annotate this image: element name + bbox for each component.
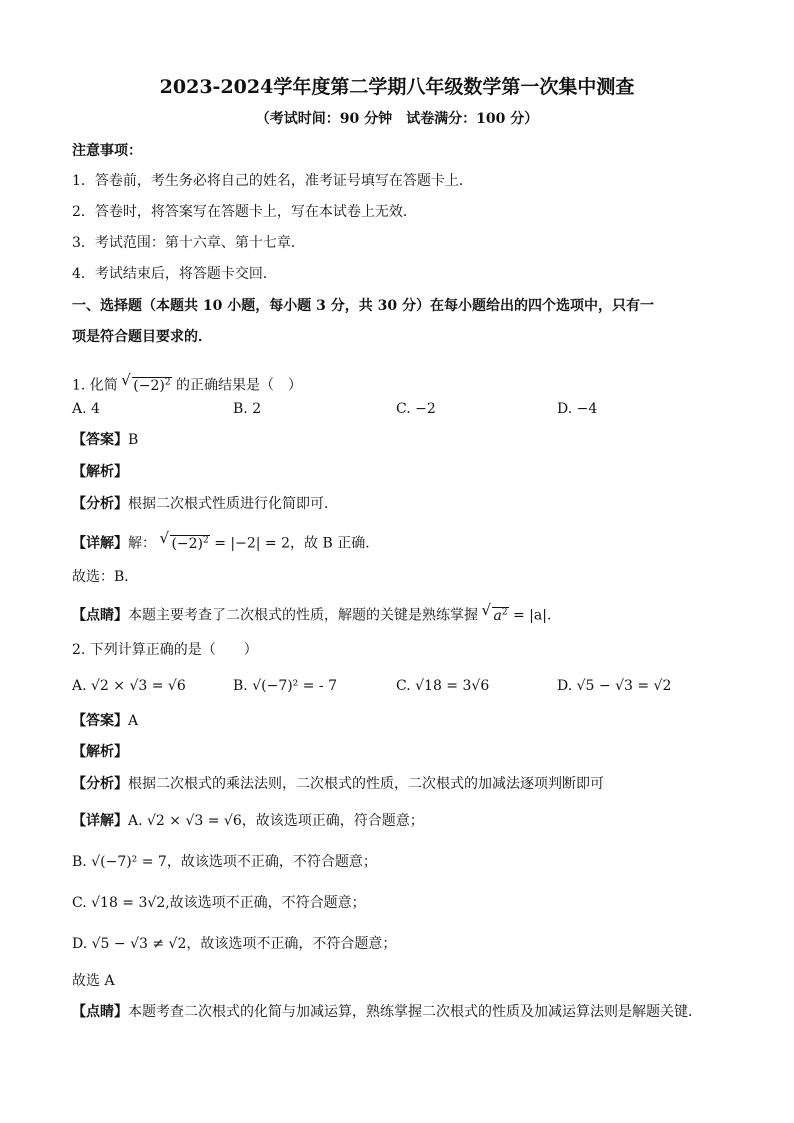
q2-option-b-formula: √(−7)² = - 7 xyxy=(252,678,338,694)
q2-answer: A xyxy=(128,713,139,729)
q2-option-c-label: C. xyxy=(396,678,411,694)
q1-detail-line xyxy=(72,530,379,554)
question-2-stem: 2. 下列计算正确的是（ ） xyxy=(72,642,258,658)
xiangjie-tag: 【详解】 xyxy=(72,535,128,552)
section-heading-line1: 一、选择题（本题共 10 小题，每小题 3 分，共 30 分）在每小题给出的四个选项中，只有一 xyxy=(72,298,654,314)
section-heading-line2: 项是符合题目要求的． xyxy=(72,329,212,345)
q1-formula-var: a xyxy=(493,607,502,624)
q2-option-b-label: B. xyxy=(233,678,248,694)
q1-radicand: (−2) xyxy=(133,377,165,394)
q1-option-d: D. −4 xyxy=(557,401,598,417)
q2-detail-d-label: D. xyxy=(72,936,92,952)
q2-fenxi-line xyxy=(72,774,604,794)
dianjing-tag: 【点睛】 xyxy=(72,607,128,624)
q1-answer: B xyxy=(128,432,139,448)
q2-detail-c xyxy=(72,893,366,913)
q2-option-d-label: D. xyxy=(557,678,573,694)
q1-answer-line xyxy=(72,430,138,450)
exam-info: （考试时间：90 分钟 试卷满分：100 分） xyxy=(255,111,539,127)
q2-fenxi: 根据二次根式的乘法法则，二次根式的性质，二次根式的加减法逐项判断即可 xyxy=(128,776,604,792)
note-item: 1．答卷前，考生务必将自己的姓名，准考证号填写在答题卡上． xyxy=(72,173,473,189)
notes-heading: 注意事项： xyxy=(72,143,142,159)
sqrt-expression xyxy=(122,372,171,396)
q1-dianjing: 本题主要考查了二次根式的性质，解题的关键是熟练掌握 xyxy=(128,607,478,624)
sqrt-expression xyxy=(160,530,209,554)
q2-detail-a-text: ，故该选项正确，符合题意； xyxy=(241,813,424,829)
answer-tag: 【答案】 xyxy=(72,713,128,729)
q2-detail-d-text: ，故该选项不正确，不符合题意； xyxy=(186,936,397,952)
dianjing-tag: 【点睛】 xyxy=(72,1004,128,1020)
q2-detail-b-label: B. xyxy=(72,854,92,870)
sqrt-expression: √ $a^2$ xyxy=(482,602,508,626)
q2-detail-b-formula: √(−7)² = 7 xyxy=(91,854,167,870)
q1-dianjing-line xyxy=(72,602,561,626)
q1-option-b: B. 2 xyxy=(233,401,262,417)
q2-option-d xyxy=(557,676,671,696)
q1-dianjing-end: ． xyxy=(546,607,561,624)
q2-detail-d xyxy=(72,934,396,954)
q1-option-c: C. −2 xyxy=(396,401,436,417)
q1-detail-suffix: ，故 B 正确． xyxy=(290,535,380,552)
q1-exponent: 2 xyxy=(203,535,209,545)
note-item: 2．答卷时，将答案写在答题卡上，写在本试卷上无效． xyxy=(72,204,417,220)
q1-choose: 故选：B． xyxy=(72,569,139,585)
page-title: 2023-2024学年度第二学期八年级数学第一次集中测查 xyxy=(159,76,635,98)
q2-detail-b-text: ，故该选项不正确，不符合题意； xyxy=(166,854,377,870)
fenxi-tag: 【分析】 xyxy=(72,496,128,512)
fenxi-tag: 【分析】 xyxy=(72,776,128,792)
q1-exponent: 2 xyxy=(164,377,171,387)
q1-prefix: 1. 化简 xyxy=(72,377,118,394)
q2-option-c xyxy=(396,676,489,696)
q1-detail-prefix: 解： xyxy=(128,535,156,552)
note-item: 3．考试范围：第十六章、第十七章． xyxy=(72,235,305,251)
xiangjie-tag: 【详解】 xyxy=(72,813,128,829)
q1-suffix: 的正确结果是（ ） xyxy=(176,377,303,394)
q2-detail-d-formula: √5 − √3 ≠ √2 xyxy=(91,936,187,952)
q2-detail-b xyxy=(72,852,377,872)
q2-answer-line xyxy=(72,711,138,731)
q2-option-a xyxy=(72,676,186,696)
q2-option-b xyxy=(233,676,337,696)
q2-dianjing: 本题考查二次根式的化简与加减运算，熟练掌握二次根式的性质及加减运算法则是解题关键． xyxy=(128,1004,702,1020)
q2-detail-c-label: C. xyxy=(72,895,92,911)
q1-detail-formula: = |−2| = 2 xyxy=(209,535,290,552)
q2-dianjing-line xyxy=(72,1002,702,1022)
q1-option-a: A. 4 xyxy=(72,401,100,417)
q2-option-c-formula: √18 = 3√6 xyxy=(415,678,490,694)
answer-tag: 【答案】 xyxy=(72,432,128,448)
q1-formula-rest: = |a| xyxy=(508,607,547,624)
analysis-tag: 【解析】 xyxy=(72,464,128,480)
q1-fenxi-line xyxy=(72,494,338,514)
q2-detail-a-label: A. xyxy=(128,813,148,829)
q2-detail-c-formula: √18 = 3√2 xyxy=(91,895,166,911)
q1-fenxi: 根据二次根式性质进行化简即可． xyxy=(128,496,338,512)
q2-option-a-label: A. xyxy=(72,678,87,694)
q2-detail-c-text: ,故该选项不正确，不符合题意； xyxy=(165,895,366,911)
question-1-stem xyxy=(72,372,302,396)
q2-option-a-formula: √2 × √3 = √6 xyxy=(91,678,186,694)
q2-option-d-formula: √5 − √3 = √2 xyxy=(576,678,672,694)
q2-choose: 故选 A xyxy=(72,973,115,989)
q1-radicand: (−2) xyxy=(171,535,204,552)
q2-detail-a-formula: √2 × √3 = √6 xyxy=(147,813,242,829)
analysis-tag: 【解析】 xyxy=(72,744,128,760)
note-item: 4．考试结束后，将答题卡交回． xyxy=(72,266,277,282)
q2-detail-a xyxy=(72,811,424,831)
